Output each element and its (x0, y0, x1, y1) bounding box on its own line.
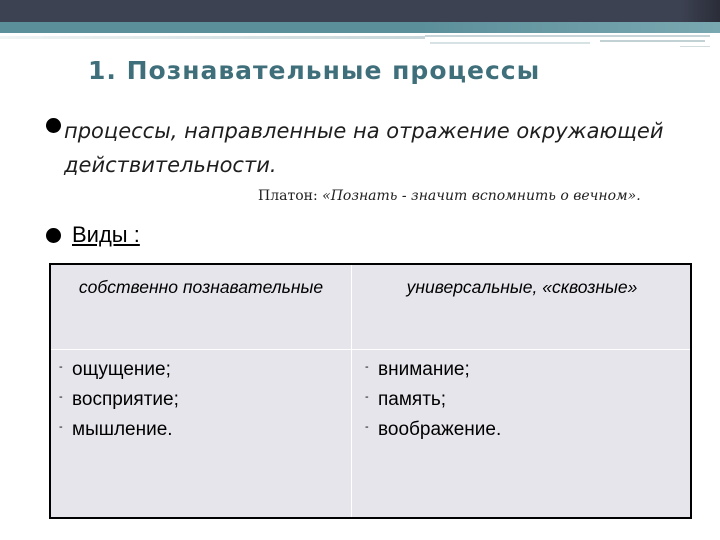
decor-rule (425, 35, 710, 37)
quote (258, 188, 641, 204)
decor-rule (0, 36, 425, 39)
types-heading (72, 222, 140, 248)
quote-author: Платон: (258, 188, 323, 204)
universal-list (365, 355, 501, 445)
list-item: - воображение. (365, 415, 501, 445)
bullet-icon (46, 118, 61, 133)
bullet-icon (46, 228, 61, 243)
list-item: - ощущение; (59, 355, 179, 385)
top-band-dark (0, 0, 720, 22)
decor-rule (680, 46, 710, 47)
decor-rule (600, 40, 705, 42)
types-label: Виды : (72, 222, 140, 247)
list-item: - мышление. (59, 415, 179, 445)
table-header-universal: универсальные, «сквозные» (406, 277, 638, 297)
process-table (49, 263, 692, 519)
list-item: - внимание; (365, 355, 501, 385)
decor-rule (430, 42, 590, 44)
list-item: - память; (365, 385, 501, 415)
slide-title: 1. Познавательные процессы (88, 56, 541, 85)
quote-text: «Познать - значит вспомнить о вечном». (322, 188, 641, 204)
definition-text: процессы, направленные на отражение окружающей действительности. (64, 119, 664, 177)
list-item: - восприятие; (59, 385, 179, 415)
cognitive-list (59, 355, 179, 445)
table-header-cognitive: собственно познавательные (78, 277, 324, 297)
top-band-highlight (420, 22, 720, 33)
table-divider-horizontal (51, 349, 690, 350)
top-band-shade (680, 0, 720, 22)
top-band-teal (0, 22, 720, 33)
table-divider-vertical (351, 265, 352, 517)
